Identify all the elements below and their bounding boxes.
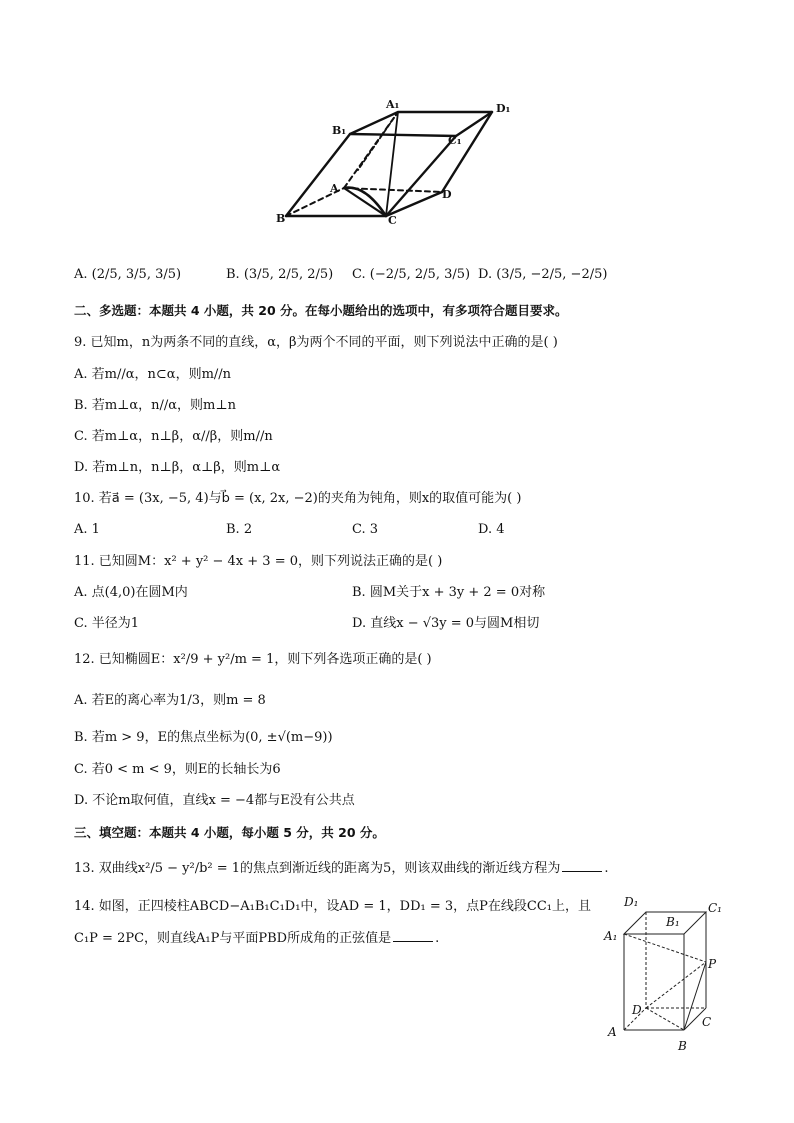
prism-label-A: A bbox=[608, 1025, 617, 1039]
q12-option-c: C. 若0 < m < 9，则E的长轴长为6 bbox=[74, 762, 281, 777]
prism-line-DP bbox=[646, 962, 706, 1008]
label-D1: D₁ bbox=[496, 102, 511, 115]
q11-stem: 11. 已知圆M：x² + y² − 4x + 3 = 0，则下列说法正确的是( ) bbox=[74, 554, 443, 569]
q10-option-a: A. 1 bbox=[74, 522, 100, 537]
q8-option-b: B. (3/5, 2/5, 2/5) bbox=[226, 267, 334, 282]
q10-stem: 10. 若a⃗ = (3x, −5, 4)与b⃗ = (x, 2x, −2)的夹角为钝角，则x的取值可能为( ) bbox=[74, 491, 522, 506]
q14-answer-blank bbox=[393, 929, 433, 942]
prism-line-A1P bbox=[624, 934, 706, 962]
prism-label-B: B bbox=[678, 1039, 687, 1053]
q13-text: 13. 双曲线x²/5 − y²/b² = 1的焦点到渐近线的距离为5，则该双曲线的渐近线方程为 bbox=[74, 861, 561, 876]
label-A: A bbox=[330, 182, 339, 195]
prism-label-P: P bbox=[708, 957, 717, 971]
label-B: B bbox=[276, 212, 286, 225]
q8-option-c: C. (−2/5, 2/5, 3/5) bbox=[352, 267, 471, 282]
q10-option-c: C. 3 bbox=[352, 522, 379, 537]
prism-label-C1: C₁ bbox=[708, 901, 722, 915]
q9-option-c: C. 若m⊥α，n⊥β，α//β，则m//n bbox=[74, 429, 273, 444]
prism-top-face bbox=[624, 912, 706, 934]
lateral-edge bbox=[386, 136, 456, 216]
q14-text: C₁P = 2PC，则直线A₁P与平面PBD所成角的正弦值是 bbox=[74, 931, 392, 946]
q11-option-b: B. 圆M关于x + 3y + 2 = 0对称 bbox=[352, 585, 546, 600]
q14-line2 bbox=[74, 929, 439, 948]
prism-label-D: D bbox=[632, 1003, 642, 1017]
q12-option-d: D. 不论m取何值，直线x = −4都与E没有公共点 bbox=[74, 793, 355, 808]
q12-option-a: A. 若E的离心率为1/3，则m = 8 bbox=[74, 693, 266, 708]
section-heading-multiple-choice: 二、多选题：本题共 4 小题，共 20 分。在每小题给出的选项中，有多项符合题目要求。 bbox=[74, 303, 568, 318]
prism-label-A1: A₁ bbox=[604, 929, 618, 943]
q13-answer-blank bbox=[562, 859, 602, 872]
top-face-edge bbox=[350, 112, 492, 136]
q8-option-d: D. (3/5, −2/5, −2/5) bbox=[478, 267, 608, 282]
label-C: C bbox=[388, 214, 397, 227]
label-C1: C₁ bbox=[448, 134, 462, 147]
q13-question bbox=[74, 859, 608, 878]
prism-label-B1: B₁ bbox=[666, 915, 680, 929]
q9-option-d: D. 若m⊥n，n⊥β，α⊥β，则m⊥α bbox=[74, 460, 281, 475]
q10-option-b: B. 2 bbox=[226, 522, 253, 537]
label-B1: B₁ bbox=[332, 124, 347, 137]
prism-label-D1: D₁ bbox=[624, 895, 639, 909]
q9-option-a: A. 若m//α，n⊂α，则m//n bbox=[74, 367, 232, 382]
q14-line1: 14. 如图，正四棱柱ABCD−A₁B₁C₁D₁中，设AD = 1，DD₁ = 3，点P在线段CC₁上，且 bbox=[74, 899, 591, 914]
lateral-edge bbox=[442, 112, 492, 192]
prism-figure bbox=[598, 890, 732, 1056]
q12-stem: 12. 已知椭圆E：x²/9 + y²/m = 1，则下列各选项正确的是( ) bbox=[74, 652, 432, 667]
q11-option-a: A. 点(4,0)在圆M内 bbox=[74, 585, 188, 600]
q10-option-d: D. 4 bbox=[478, 522, 505, 537]
q12-option-b: B. 若m > 9，E的焦点坐标为(0, ±√(m−9)) bbox=[74, 730, 333, 745]
section-heading-fill-in: 三、填空题：本题共 4 小题，每小题 5 分，共 20 分。 bbox=[74, 825, 385, 840]
q13-period: . bbox=[604, 861, 609, 876]
label-D: D bbox=[442, 188, 452, 201]
q11-option-c: C. 半径为1 bbox=[74, 616, 140, 631]
prism-line-DB bbox=[646, 1008, 684, 1030]
q14-period: . bbox=[435, 931, 440, 946]
prism-label-C: C bbox=[702, 1015, 712, 1029]
label-A1: A₁ bbox=[386, 98, 400, 111]
q9-option-b: B. 若m⊥α，n//α，则m⊥n bbox=[74, 398, 236, 413]
q9-stem: 9. 已知m，n为两条不同的直线，α，β为两个不同的平面，则下列说法中正确的是( ) bbox=[74, 335, 558, 350]
q11-option-d: D. 直线x − √3y = 0与圆M相切 bbox=[352, 616, 540, 631]
q8-option-a: A. (2/5, 3/5, 3/5) bbox=[74, 267, 182, 282]
top-parallelepiped-figure bbox=[270, 92, 530, 232]
lateral-edge bbox=[286, 134, 350, 216]
